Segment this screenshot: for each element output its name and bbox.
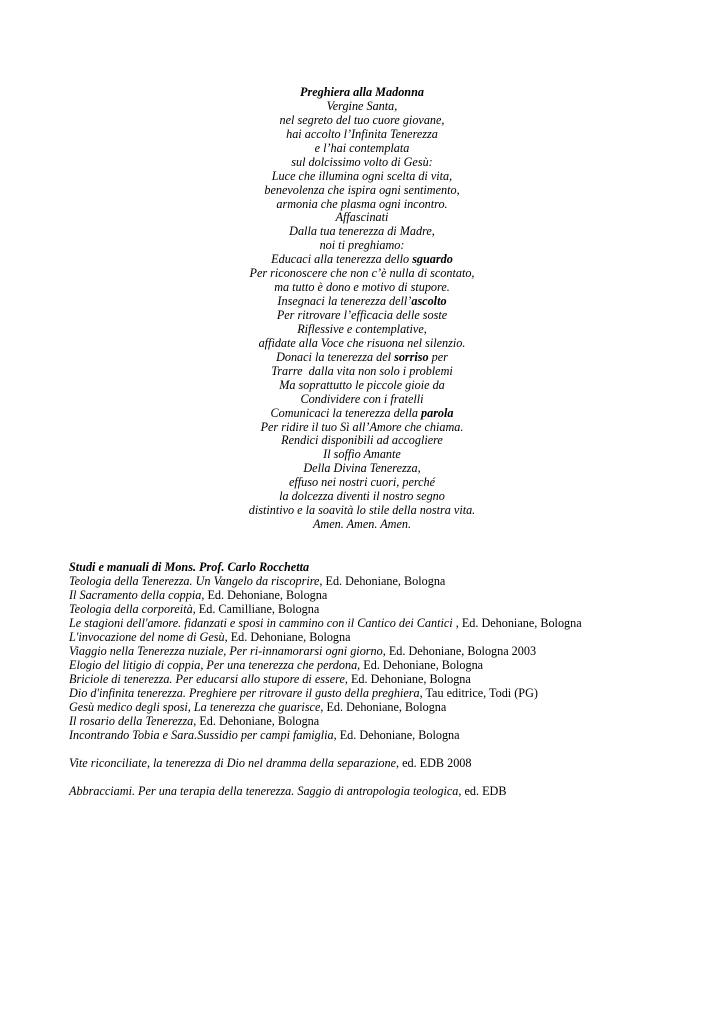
prayer-line-text: Riflessive e contemplative, — [297, 321, 427, 336]
prayer-line — [0, 434, 724, 448]
prayer-line-text: Vergine Santa, — [326, 98, 398, 113]
bibliography-entry — [69, 756, 709, 770]
bibliography-entry — [69, 672, 709, 686]
entry-title: Il Sacramento della coppia — [69, 588, 202, 602]
prayer-line — [0, 407, 724, 421]
bibliography-entry — [69, 630, 709, 644]
prayer-line-text: affidate alla Voce che risuona nel silenzio. — [258, 335, 466, 350]
prayer-line-text: sul dolcissimo volto di Gesù: — [291, 154, 433, 169]
bibliography-entry — [69, 686, 709, 700]
prayer-line — [0, 142, 724, 156]
prayer-line-text: Il soffio Amante — [323, 447, 401, 462]
entry-publisher: , Ed. Dehoniane, Bologna — [193, 714, 320, 728]
prayer-line — [0, 309, 724, 323]
prayer-line-emphasis: parola — [421, 405, 454, 420]
entry-title: Elogio del litigio di coppia, Per una tenerezza che perdona — [69, 658, 358, 672]
entry-publisher: , Ed. Dehoniane, Bologna 2003 — [382, 644, 537, 658]
prayer-line — [0, 379, 724, 393]
entry-publisher: , Ed. Dehoniane, Bologna — [224, 630, 351, 644]
prayer-line — [0, 281, 724, 295]
prayer-line — [0, 295, 724, 309]
prayer-line — [0, 198, 724, 212]
entry-title: Incontrando Tobia e Sara.Sussidio per campi famiglia — [69, 728, 334, 742]
prayer-line — [0, 393, 724, 407]
prayer-block — [0, 86, 724, 532]
prayer-line — [0, 421, 724, 435]
prayer-line — [0, 365, 724, 379]
prayer-line-text: Della Divina Tenerezza, — [303, 461, 421, 476]
entry-title: Viaggio nella Tenerezza nuziale, Per ri-innamorarsi ogni giorno — [69, 644, 383, 658]
prayer-line-text: Per riconoscere che non c’è nulla di scontato, — [249, 266, 475, 281]
entry-publisher: , Ed. Dehoniane, Bologna — [344, 672, 471, 686]
bibliography-entry — [69, 588, 709, 602]
prayer-line-text: Dalla tua tenerezza di Madre, — [289, 224, 435, 239]
prayer-line-text: Trarre dalla vita non solo i problemi — [271, 363, 453, 378]
entry-publisher: , ed. EDB — [458, 784, 507, 798]
prayer-line-text: Per ridire il tuo Sì all’Amore che chiama. — [260, 419, 464, 434]
prayer-line-text: distintivo e la soavità lo stile della nostra vita. — [248, 503, 476, 518]
bibliography-entry — [69, 714, 709, 728]
prayer-line — [0, 337, 724, 351]
prayer-line-text: nel segreto del tuo cuore giovane, — [279, 112, 445, 127]
studies-heading: Studi e manuali di Mons. Prof. Carlo Rocchetta — [69, 560, 310, 574]
bibliography-entry — [69, 616, 709, 630]
prayer-line-text: Ma soprattutto le piccole gioie da — [279, 377, 445, 392]
bibliography-entry — [69, 602, 709, 616]
prayer-line-text: e l’hai contemplata — [314, 140, 410, 155]
bibliography-entry — [69, 728, 709, 742]
entry-publisher: , Ed. Dehoniane, Bologna — [320, 700, 447, 714]
prayer-line-text: Rendici disponibili ad accogliere — [281, 433, 443, 448]
entry-publisher: , Ed. Dehoniane, Bologna — [333, 728, 460, 742]
entry-title: Gesù medico degli sposi, La tenerezza che guarisce — [69, 700, 321, 714]
prayer-line — [0, 518, 724, 532]
prayer-line-text: Per ritrovare l’efficacia delle soste — [276, 308, 448, 322]
entry-publisher: , Tau editrice, Todi (PG) — [419, 686, 538, 700]
bibliography-entry — [69, 644, 709, 658]
prayer-line — [0, 476, 724, 490]
prayer-line-text: Educaci alla tenerezza dello — [271, 252, 413, 267]
bibliography-entry — [69, 658, 709, 672]
prayer-line-text: Comunicaci la tenerezza della — [270, 405, 421, 420]
entry-title: Il rosario della Tenerezza — [69, 714, 194, 728]
prayer-line — [0, 267, 724, 281]
entry-title: Abbracciami. Per una terapia della tenerezza. Saggio di antropologia teologica — [69, 784, 459, 798]
prayer-line-text: effuso nei nostri cuori, perché — [288, 475, 436, 490]
prayer-line-text: armonia che plasma ogni incontro. — [276, 196, 448, 211]
prayer-line — [0, 448, 724, 462]
prayer-line-text: Amen. Amen. Amen. — [312, 517, 412, 532]
prayer-line-text: Condividere con i fratelli — [300, 391, 424, 406]
prayer-line-text: la dolcezza diventi il nostro segno — [279, 489, 445, 504]
entry-publisher: , Ed. Camilliane, Bologna — [192, 602, 320, 616]
prayer-line-text: noi ti preghiamo: — [319, 238, 405, 253]
prayer-line — [0, 156, 724, 170]
entry-title: Le stagioni dell'amore. fidanzati e sposi in cammino con il Cantico dei Cantici — [69, 616, 456, 630]
prayer-line — [0, 114, 724, 128]
prayer-line — [0, 351, 724, 365]
prayer-line — [0, 128, 724, 142]
entry-publisher: , ed. EDB 2008 — [395, 756, 472, 770]
prayer-line — [0, 504, 724, 518]
prayer-line-text: hai accolto l’Infinita Tenerezza — [286, 126, 438, 141]
prayer-line-text: per — [428, 349, 448, 364]
entry-publisher: , Ed. Dehoniane, Bologna — [455, 616, 582, 630]
studies-block — [69, 560, 709, 798]
entry-title: L'invocazione del nome di Gesù — [69, 630, 225, 644]
entry-title: Briciole di tenerezza. Per educarsi allo stupore di essere — [69, 672, 345, 686]
entry-title: Vite riconciliate, la tenerezza di Dio nel dramma della separazione — [69, 756, 396, 770]
prayer-line-text: Insegnaci la tenerezza dell’ — [277, 294, 412, 309]
prayer-line — [0, 170, 724, 184]
prayer-line — [0, 211, 724, 225]
prayer-line-text: Affascinati — [335, 210, 389, 225]
prayer-line-emphasis: sorriso — [394, 349, 429, 364]
prayer-title: Preghiera alla Madonna — [300, 85, 424, 99]
entry-publisher: , Ed. Dehoniane, Bologna — [201, 588, 328, 602]
prayer-line-text: ma tutto è dono e motivo di stupore. — [274, 280, 450, 295]
entry-title: Teologia della corporeità — [69, 602, 193, 616]
entry-title: Teologia della Tenerezza. Un Vangelo da riscoprire — [69, 574, 320, 588]
entry-publisher: , Ed. Dehoniane, Bologna — [319, 574, 446, 588]
bibliography-entry — [69, 574, 709, 588]
prayer-line — [0, 225, 724, 239]
prayer-line — [0, 184, 724, 198]
bibliography-entry — [69, 700, 709, 714]
prayer-line — [0, 253, 724, 267]
prayer-line-emphasis: ascolto — [411, 294, 447, 309]
entry-publisher: , Ed. Dehoniane, Bologna — [357, 658, 484, 672]
prayer-line — [0, 490, 724, 504]
prayer-line — [0, 462, 724, 476]
prayer-line-emphasis: sguardo — [412, 252, 453, 267]
prayer-line-text: benevolenza che ispira ogni sentimento, — [264, 182, 460, 197]
prayer-line-text: Luce che illumina ogni scelta di vita, — [271, 168, 453, 183]
prayer-line — [0, 100, 724, 114]
bibliography-entry — [69, 784, 709, 798]
prayer-line — [0, 323, 724, 337]
prayer-line — [0, 239, 724, 253]
prayer-line-text: Donaci la tenerezza del — [276, 349, 395, 364]
entry-title: Dio d'infinita tenerezza. Preghiere per ritrovare il gusto della preghiera — [69, 686, 420, 700]
